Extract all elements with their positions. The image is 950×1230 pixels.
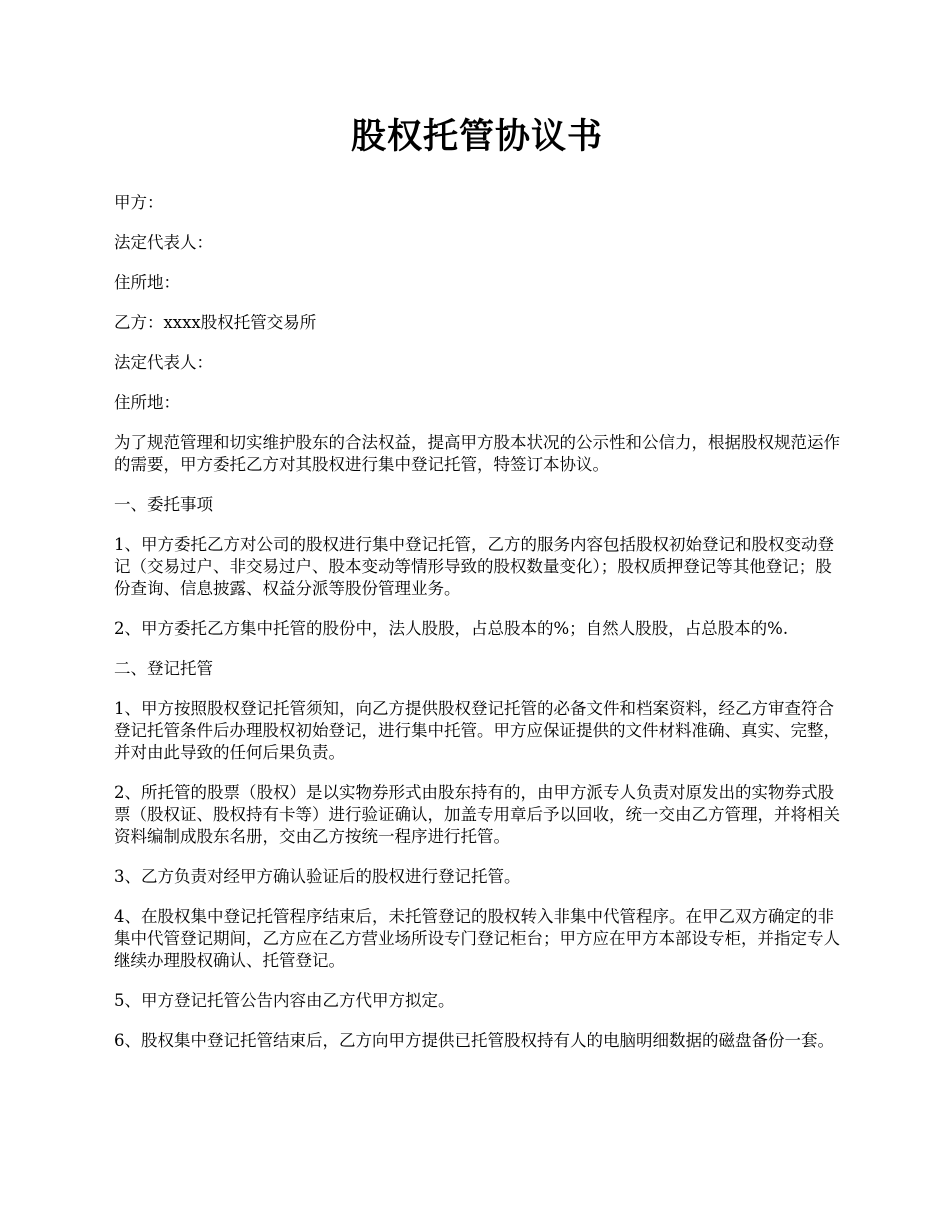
party-b-address: 住所地： xyxy=(114,393,180,412)
clause-1-1: 1、甲方委托乙方对公司的股权进行集中登记托管，乙方的服务内容包括股权初始登记和股权变动登记（交易过户、非交易过户、股本变动等情形导致的股权数量变化）；股权质押登记等其他登记；股份查询、信息披露、权益分派等股份管理业务。 xyxy=(114,535,834,598)
preamble-paragraph: 为了规范管理和切实维护股东的合法权益，提高甲方股本状况的公示性和公信力，根据股权规范运作的需要，甲方委托乙方对其股权进行集中登记托管，特签订本协议。 xyxy=(114,433,840,474)
clause-2-1: 1、甲方按照股权登记托管须知，向乙方提供股权登记托管的必备文件和档案资料，经乙方审查符合登记托管条件后办理股权初始登记，进行集中托管。甲方应保证提供的文件材料准确、真实、完整，并对由此导致的任何后果负责。 xyxy=(114,699,840,762)
document-title: 股权托管协议书 xyxy=(350,116,603,157)
section-heading-entrustment: 一、委托事项 xyxy=(114,495,213,514)
clause-1-2: 2、甲方委托乙方集中托管的股份中，法人股股，占总股本的%；自然人股股，占总股本的%. xyxy=(114,619,789,638)
clause-2-2: 2、所托管的股票（股权）是以实物券形式由股东持有的，由甲方派专人负责对原发出的实物券式股票（股权证、股权持有卡等）进行验证确认，加盖专用章后予以回收，统一交由乙方管理，并将相关资料编制成股东名册，交由乙方按统一程序进行托管。 xyxy=(114,783,840,846)
party-a-label: 甲方： xyxy=(114,193,164,212)
party-a-representative: 法定代表人： xyxy=(114,233,213,252)
clause-2-3: 3、乙方负责对经甲方确认验证后的股权进行登记托管。 xyxy=(114,867,521,886)
clause-2-4: 4、在股权集中登记托管程序结束后，未托管登记的股权转入非集中代管程序。在甲乙双方确定的非集中代管登记期间，乙方应在乙方营业场所设专门登记柜台；甲方应在甲方本部设专柜，并指定专人继续办理股权确认、托管登记。 xyxy=(114,907,840,970)
party-b-label: 乙方：xxxx股权托管交易所 xyxy=(114,313,317,332)
document-page xyxy=(114,112,840,1070)
clause-2-6: 6、股权集中登记托管结束后，乙方向甲方提供已托管股权持有人的电脑明细数据的磁盘备份一套。 xyxy=(114,1031,834,1050)
party-a-address: 住所地： xyxy=(114,273,180,292)
section-heading-registration: 二、登记托管 xyxy=(114,659,213,678)
party-b-representative: 法定代表人： xyxy=(114,353,213,372)
clause-2-5: 5、甲方登记托管公告内容由乙方代甲方拟定。 xyxy=(114,991,455,1010)
